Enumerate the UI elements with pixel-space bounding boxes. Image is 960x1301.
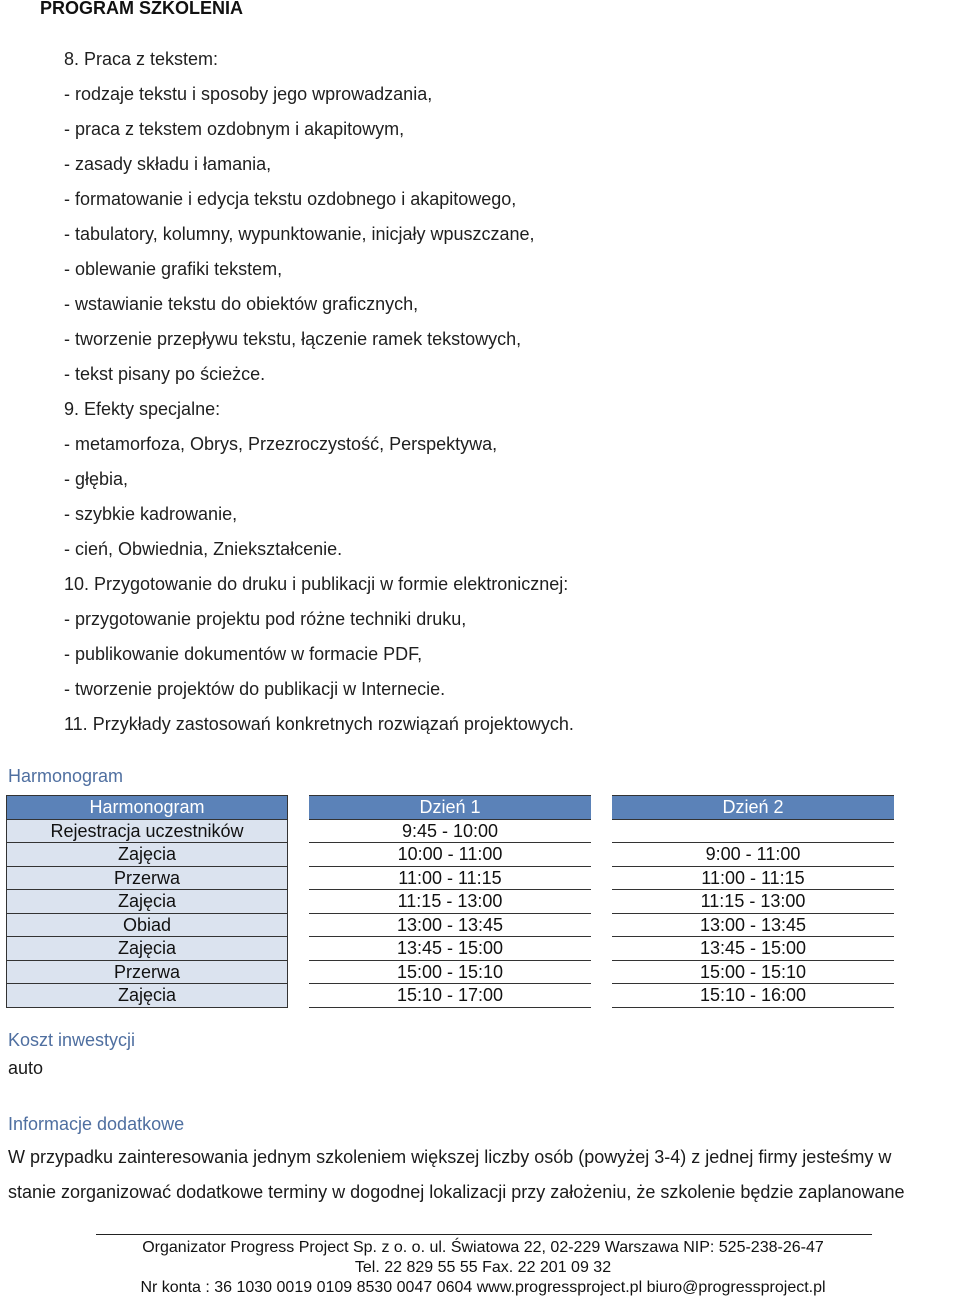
program-line: - praca z tekstem ozdobnym i akapitowym,	[64, 119, 405, 139]
table-row	[6, 820, 894, 844]
table-row	[6, 843, 894, 867]
row-label: Przerwa	[6, 867, 288, 891]
program-line: - głębia,	[64, 469, 129, 489]
day2-time	[612, 820, 894, 844]
info-heading: Informacje dodatkowe	[8, 1114, 185, 1134]
row-label: Zajęcia	[6, 843, 288, 867]
day1-time: 15:00 - 15:10	[309, 961, 591, 985]
day1-time: 13:00 - 13:45	[309, 914, 591, 938]
footer-line: Nr konta : 36 1030 0019 0109 8530 0047 0604 www.progressproject.pl biuro@progressproject.pl	[140, 1279, 826, 1296]
day1-time: 11:00 - 11:15	[309, 867, 591, 891]
column-header: Dzień 1	[309, 795, 591, 820]
day1-time: 15:10 - 17:00	[309, 984, 591, 1008]
day2-time: 15:10 - 16:00	[612, 984, 894, 1008]
day1-time: 10:00 - 11:00	[309, 843, 591, 867]
page-title: PROGRAM SZKOLENIA	[40, 0, 244, 18]
column-header: Harmonogram	[6, 795, 288, 820]
table-row	[6, 890, 894, 914]
program-line: - wstawianie tekstu do obiektów graficznych,	[64, 294, 419, 314]
day2-time: 9:00 - 11:00	[612, 843, 894, 867]
row-label: Zajęcia	[6, 984, 288, 1008]
row-label: Obiad	[6, 914, 288, 938]
program-line: - tekst pisany po ścieżce.	[64, 364, 266, 384]
program-line: - cień, Obwiednia, Zniekształcenie.	[64, 539, 343, 559]
program-list	[64, 47, 574, 747]
table-row	[6, 867, 894, 891]
column-header: Dzień 2	[612, 795, 894, 820]
info-text	[8, 1140, 960, 1210]
program-line: - tworzenie projektów do publikacji w Internecie.	[64, 679, 446, 699]
program-line: - oblewanie grafiki tekstem,	[64, 259, 283, 279]
footer	[0, 1238, 960, 1298]
day2-time: 13:45 - 15:00	[612, 937, 894, 961]
row-label: Przerwa	[6, 961, 288, 985]
day1-time: 9:45 - 10:00	[309, 820, 591, 844]
table-row	[6, 961, 894, 985]
footer-line: Organizator Progress Project Sp. z o. o. ul. Światowa 22, 02-229 Warszawa NIP: 525-238-26-47	[142, 1239, 824, 1256]
cost-value: auto	[8, 1058, 44, 1078]
table-row	[6, 984, 894, 1008]
program-line: - publikowanie dokumentów w formacie PDF,	[64, 644, 423, 664]
program-line: 9. Efekty specjalne:	[64, 399, 221, 419]
day1-time: 13:45 - 15:00	[309, 937, 591, 961]
table-row	[6, 914, 894, 938]
program-line: - zasady składu i łamania,	[64, 154, 272, 174]
program-line: - przygotowanie projektu pod różne techniki druku,	[64, 609, 467, 629]
program-line: - tworzenie przepływu tekstu, łączenie ramek tekstowych,	[64, 329, 522, 349]
table-row	[6, 937, 894, 961]
cost-heading: Koszt inwestycji	[8, 1030, 136, 1050]
day2-time: 13:00 - 13:45	[612, 914, 894, 938]
schedule-table	[6, 795, 894, 1008]
day2-time: 15:00 - 15:10	[612, 961, 894, 985]
program-line: - formatowanie i edycja tekstu ozdobnego i akapitowego,	[64, 189, 517, 209]
program-line: 8. Praca z tekstem:	[64, 49, 219, 69]
program-line: 11. Przykłady zastosowań konkretnych rozwiązań projektowych.	[64, 714, 574, 734]
program-line: - szybkie kadrowanie,	[64, 504, 238, 524]
row-label: Rejestracja uczestników	[6, 820, 288, 844]
day2-time: 11:15 - 13:00	[612, 890, 894, 914]
day1-time: 11:15 - 13:00	[309, 890, 591, 914]
info-line: stanie zorganizować dodatkowe terminy w dogodnej lokalizacji przy założeniu, że szkolenie będzie zaplanowane	[8, 1182, 905, 1202]
program-line: 10. Przygotowanie do druku i publikacji w formie elektronicznej:	[64, 574, 569, 594]
day2-time: 11:00 - 11:15	[612, 867, 894, 891]
info-line: W przypadku zainteresowania jednym szkoleniem większej liczby osób (powyżej 3-4) z jednej firmy jesteśmy w	[8, 1147, 892, 1167]
program-line: - tabulatory, kolumny, wypunktowanie, inicjały wpuszczane,	[64, 224, 535, 244]
footer-line: Tel. 22 829 55 55 Fax. 22 201 09 32	[354, 1259, 612, 1276]
harmonogram-heading: Harmonogram	[8, 766, 124, 786]
program-line: - rodzaje tekstu i sposoby jego wprowadzania,	[64, 84, 433, 104]
row-label: Zajęcia	[6, 890, 288, 914]
program-line: - metamorfoza, Obrys, Przezroczystość, Perspektywa,	[64, 434, 498, 454]
row-label: Zajęcia	[6, 937, 288, 961]
schedule-header-row	[6, 795, 894, 820]
footer-divider	[96, 1234, 872, 1235]
